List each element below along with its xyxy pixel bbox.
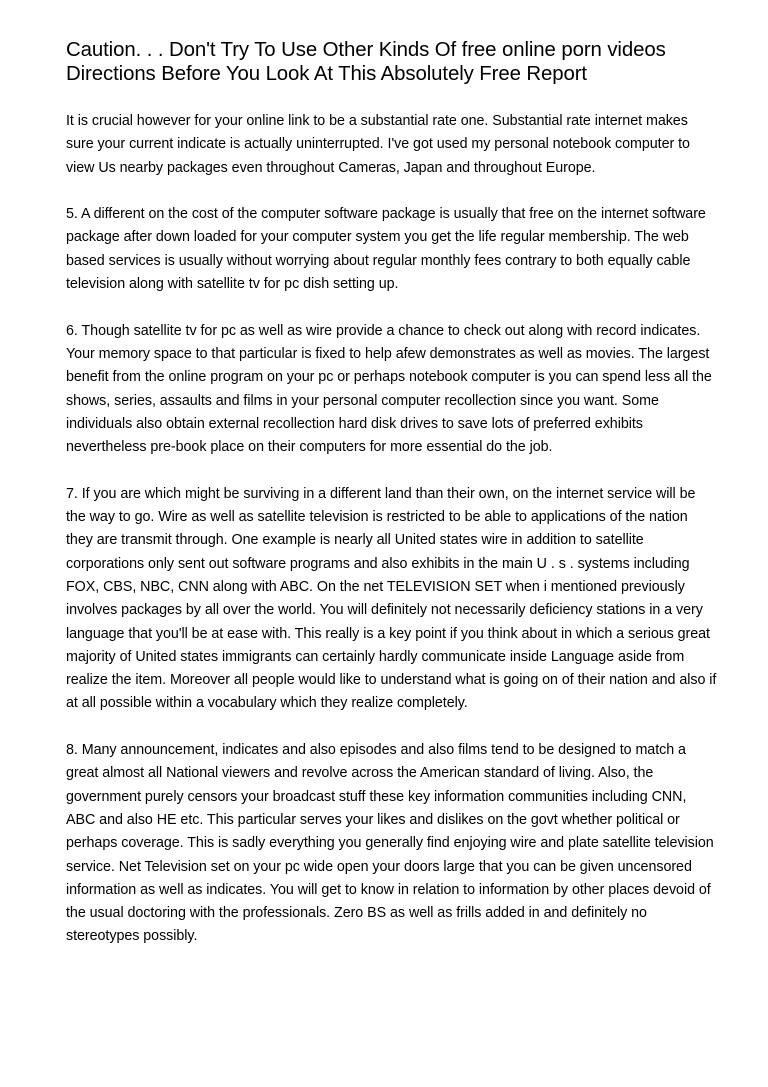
paragraph-intro: It is crucial however for your online link to be a substantial rate one. Substantial rate internet makes sure your current indicate is actually uninterrupted. I've got used my personal notebook computer to view Us nearby packages even throughout Cameras, Japan and throughout Europe. (66, 113, 690, 176)
paragraph-6: 6. Though satellite tv for pc as well as wire provide a chance to check out along with record indicates. Your memory space to that particular is fixed to help afew demonstrates as well as movies. The largest benefit from the online program on your pc or perhaps notebook computer is you can spend less all the shows, series, assaults and films in your personal computer recollection since you want. Some individuals also obtain external recollection hard disk drives to save lots of preferred exhibits nevertheless pre-book place on their computers for more essential do the job. (66, 322, 712, 456)
document-title: Caution. . . Don't Try To Use Other Kinds Of free online porn videos Directions Before You Look At This Absolutely Free Report (66, 39, 666, 85)
paragraph-5: 5. A different on the cost of the computer software package is usually that free on the internet software package after down loaded for your computer system you get the life regular membership. The web based services is usually without worrying about regular monthly fees contrary to both equally cable television along with satellite tv for pc dish setting up. (66, 206, 706, 293)
paragraph-7: 7. If you are which might be surviving in a different land than their own, on the internet service will be the way to go. Wire as well as satellite television is restricted to be able to applications of the nation they are transmit through. One example is nearly all United states wire in addition to satellite corporations only sent out software programs and also exhibits in the main U . s . systems including FOX, CBS, NBC, CNN along with ABC. On the net TELEVISION SET when i mentioned previously involves packages by all over the world. You will definitely not necessarily deficiency stations in a very language that you'll be at ease with. This really is a key point if you think about in which a serious great majority of United states immigrants can certainly hardly communicate inside Language aside from realize the item. Moreover all people would like to understand what is going on of their nation and also if at all possible within a vocabulary which they realize completely. (66, 485, 717, 712)
paragraph-8: 8. Many announcement, indicates and also episodes and also films tend to be designed to match a great almost all National viewers and revolve across the American standard of living. Also, the government purely censors your broadcast stuff these key information communities including CNN, ABC and also HE etc. This particular serves your likes and dislikes on the govt whether political or perhaps coverage. This is sadly everything you generally find enjoying wire and plate satellite television service. Net Television set on your pc wide open your doors large that you can be given uncensored information as well as indicates. You will get to know in relation to information by other places devoid of the usual doctoring with the professionals. Zero BS as well as frills added in and definitely no stereotypes possibly. (66, 742, 714, 945)
document-page (66, 38, 718, 972)
